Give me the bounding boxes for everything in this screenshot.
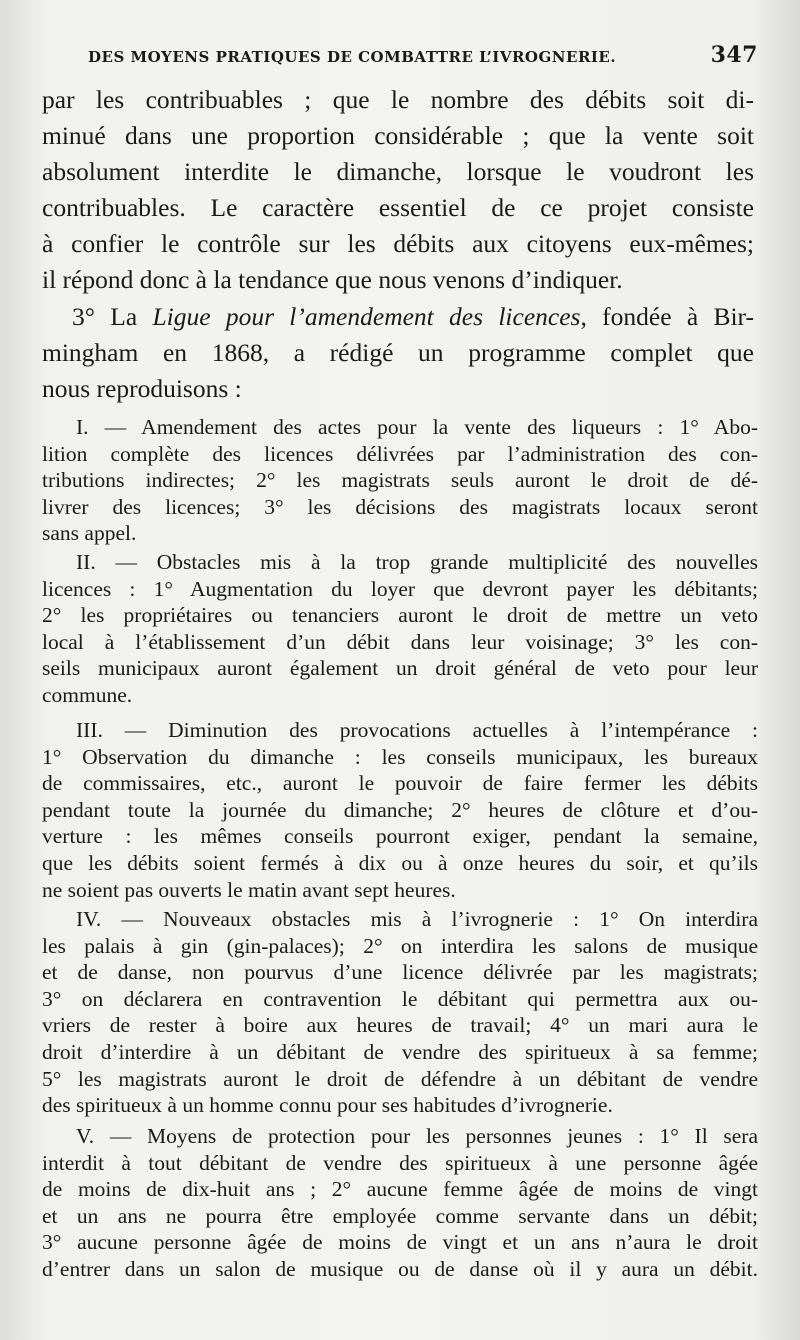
text-line: de moins de dix-huit ans ; 2° aucune femme âgée de moins de vingt	[42, 1177, 758, 1202]
text-line: interdit à tout débitant de vendre des spiritueux à une personne âgée	[42, 1150, 758, 1175]
text-line: II. — Obstacles mis à la trop grande multiplicité des nouvelles	[76, 550, 758, 574]
text-line: V. — Moyens de protection pour les personnes jeunes : 1° Il sera	[76, 1124, 758, 1148]
text-line: 5° les magistrats auront le droit de défendre à un débitant de vendre	[42, 1066, 758, 1091]
program-section-ii	[42, 549, 758, 709]
text-line: IV. — Nouveaux obstacles mis à l’ivrognerie : 1° On interdira	[76, 907, 758, 931]
text-line: il répond donc à la tendance que nous venons d’indiquer.	[42, 265, 623, 294]
text-line: pendant toute la journée du dimanche; 2° heures de clôture et d’ou-	[42, 797, 758, 822]
text-fragment: , fondée à Bir-	[580, 302, 754, 331]
text-line	[42, 299, 754, 335]
text-line: 3° aucune personne âgée de moins de vingt et un ans n’aura le droit	[42, 1230, 758, 1255]
text-line: absolument interdite le dimanche, lorsque le voudront les	[42, 157, 754, 186]
text-line: III. — Diminution des provocations actuelles à l’intempérance :	[76, 718, 758, 742]
text-line: et un ans ne pourra être employée comme servante dans un débit;	[42, 1203, 758, 1228]
text-line: local à l’établissement d’un débit dans leur voisinage; 3° les con-	[42, 629, 758, 654]
text-line: ne soient pas ouverts le matin avant sept heures.	[42, 877, 456, 902]
running-title: DES MOYENS PRATIQUES DE COMBATTRE L’IVROGNERIE.	[88, 48, 617, 66]
text-line: 1° Observation du dimanche : les conseils municipaux, les bureaux	[42, 744, 758, 769]
text-line: licences : 1° Augmentation du loyer que devront payer les débitants;	[42, 576, 758, 601]
program-section-iv	[42, 906, 758, 1119]
page-number: 347	[710, 42, 758, 68]
program-section-iii	[42, 717, 758, 903]
text-line: droit d’interdire à un débitant de vendre des spiritueux à sa femme;	[42, 1039, 758, 1064]
ligue-name: Ligue pour l’amendement des licences	[152, 302, 581, 331]
text-line: I. — Amendement des actes pour la vente des liqueurs : 1° Abo-	[76, 415, 758, 439]
text-line: seils municipaux auront également un droit général de veto pour leur	[42, 656, 758, 681]
intro-paragraph	[42, 82, 754, 298]
text-line: et de danse, non pourvus d’une licence délivrée par les magistrats;	[42, 960, 758, 985]
text-line: de commissaires, etc., auront le pouvoir de faire fermer les débits	[42, 771, 758, 796]
ligue-paragraph	[42, 299, 754, 407]
text-line: 3° on déclarera en contravention le débitant qui permettra aux ou-	[42, 986, 758, 1011]
running-header	[88, 42, 758, 72]
program-section-i	[42, 414, 758, 547]
text-line: que les débits soient fermés à dix ou à onze heures du soir, et qu’ils	[42, 850, 758, 875]
list-number: 3° La	[72, 302, 153, 331]
text-line: des spiritueux à un homme connu pour ses habitudes d’ivrognerie.	[42, 1093, 613, 1118]
text-line: minué dans une proportion considérable ; que la vente soit	[42, 121, 754, 150]
text-line: par les contribuables ; que le nombre des débits soit di-	[42, 85, 754, 114]
text-line: les palais à gin (gin-palaces); 2° on interdira les salons de musique	[42, 933, 758, 958]
text-line: d’entrer dans un salon de musique ou de danse où il y aura un débit.	[42, 1256, 758, 1281]
text-line: à confier le contrôle sur les débits aux citoyens eux-mêmes;	[42, 229, 754, 258]
program-section-v	[42, 1123, 758, 1283]
text-line: mingham en 1868, a rédigé un programme complet que	[42, 338, 754, 367]
text-line: vriers de rester à boire aux heures de travail; 4° un mari aura le	[42, 1013, 758, 1038]
text-line: livrer des licences; 3° les décisions des magistrats locaux seront	[42, 494, 758, 519]
text-line: commune.	[42, 682, 133, 707]
text-line: tributions indirectes; 2° les magistrats seuls auront le droit de dé-	[42, 468, 758, 493]
text-line: lition complète des licences délivrées par l’administration des con-	[42, 441, 758, 466]
text-line: nous reproduisons :	[42, 374, 242, 403]
text-line: sans appel.	[42, 521, 137, 546]
text-line: 2° les propriétaires ou tenanciers auront le droit de mettre un veto	[42, 603, 758, 628]
text-line: contribuables. Le caractère essentiel de ce projet consiste	[42, 193, 754, 222]
text-line: verture : les mêmes conseils pourront exiger, pendant la semaine,	[42, 824, 758, 849]
